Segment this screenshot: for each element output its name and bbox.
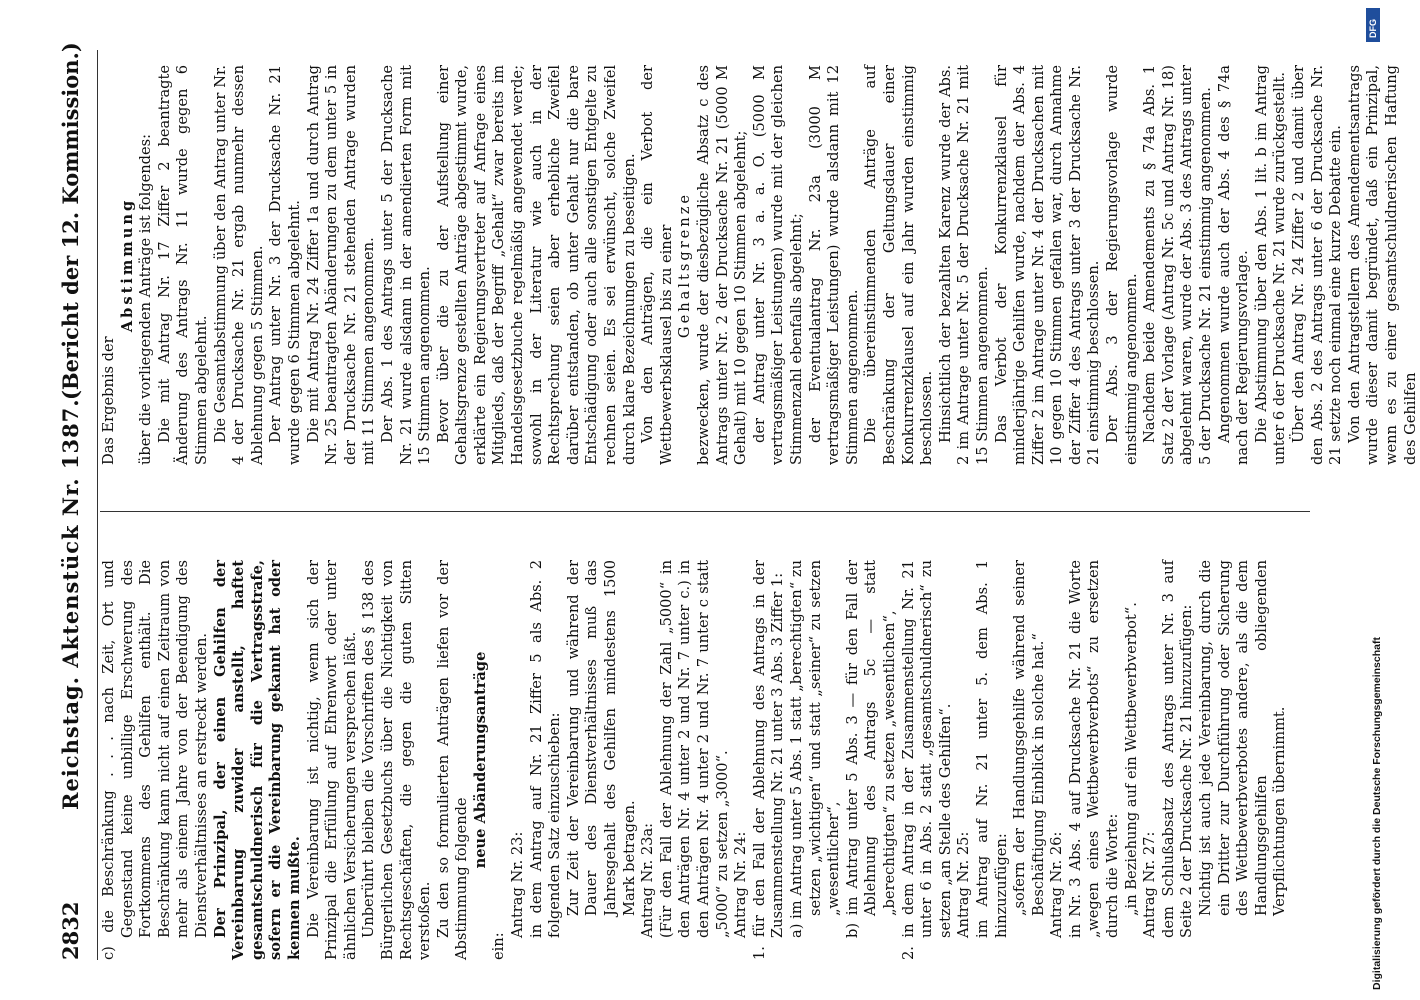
page-number: 2832 [58,901,83,960]
paragraph: Antrag Nr. 24: [732,831,750,938]
page-title: Reichstag. Aktenstück Nr. 1387. [58,398,83,810]
paragraph: Antrag Nr. 23: [509,831,527,938]
paragraph: der Eventualantrag Nr. 23a (3000 M vertragsmäßiger Leistungen) wurde alsdann mit 12 Stimmen angenommen. [806,65,861,465]
paragraph: c) die Beschränkung . . . nach Zeit, Ort und Gegenstand keine unbillige Erschwerung des Fortkommens des Gehilfen enthält. Die Beschränkung kann nicht auf einen Zeitraum von mehr als einem Jahre von der Beendigung des Dienstverhältnisses an erstreckt werden. [100,560,210,960]
paragraph: Nichtig ist auch jede Vereinbarung, durch die ein Dritter zur Durchführung oder Sicherung des Wettbewerbverbotes andere, als die dem Handlungsgehilfen obliegenden Verpflichtungen übernimmt. [1197,560,1289,916]
paragraph: Antrag Nr. 26: [1048,831,1066,938]
paragraph: Das Ergebnis der [100,336,117,465]
paragraph: Die Vereinbarung ist nichtig, wenn sich der Prinzipal die Erfüllung auf Ehrenwort oder unter ähnlichen Versicherungen versprechen läßt. [304,560,359,960]
paragraph: Antrag Nr. 23a: [639,822,657,938]
page-subtitle: (Bericht der 12. Kommission.) [58,42,83,400]
paragraph: Der Abs. 1 des Antrags unter 5 der Drucksache Nr. 21 wurde alsdann in der amendierten Form mit 15 Stimmen angenommen. [378,65,434,465]
digitization-credit: Digitalisierung gefördert durch die Deutsche Forschungsgemeinschaft [1371,637,1383,990]
paragraph: a) im Antrag unter 5 Abs. 1 statt „berechtigten“ zu setzen „wichtigen“ und statt „seiner“ zu setzen „wesentlicher“, [787,560,843,938]
paragraph: Gehaltsgrenze [676,191,694,339]
paragraph: Nachdem beide Amendements zu § 74a Abs. 1 Satz 2 der Vorlage (Antrag Nr. 5c und Antrag Nr. 18) abgelehnt waren, wurde der Abs. 3 des Antrags unter 5 der Drucksache Nr. 21 einstimmig angenommen. [1141,65,1215,465]
paragraph: Von den Antragstellern des Amendementsantrags wurde dieser damit begründet, daß ein Prinzipal, wenn es zu einer gesamtschuldnerischen Haftung des Gehilfen [1345,65,1419,465]
paragraph: Hinsichtlich der bezahlten Karenz wurde der Abs. 2 im Antrage unter Nr. 5 der Drucksache Nr. 21 mit 15 Stimmen angenommen. [936,65,991,465]
paragraph: Das Verbot der Konkurrenzklausel für minderjährige Gehilfen wurde, nachdem der Abs. 4 Ziffer 2 im Antrage unter Nr. 4 der Drucksachen mit 10 gegen 10 Stimmen gefallen war, durch Annahme der Ziffer 4 des Antrags unter 3 der Drucksache Nr. 21 einstimmig beschlossen. [992,65,1103,465]
paragraph: Die übereinstimmenden Anträge auf Beschränkung der Geltungsdauer einer Konkurrenzklausel auf ein Jahr wurden einstimmig beschlossen. [862,65,936,465]
dfg-logo: DFG [1366,8,1380,42]
paragraph: 1. für den Fall der Ablehnung des Antrags in der Zusammenstellung Nr. 21 unter 3 Abs. 3 Ziffer 1: [750,560,787,960]
paragraph: Bevor über die zu der Aufstellung einer Gehaltsgrenze gestellten Anträge abgestimmt wurde, erklärte ein Regierungsvertreter auf Anfrage eines Mitglieds, daß der Begriff „Gehalt“ zwar bereits im Handelsgesetzbuche regelmäßig angewendet werde; sowohl in der Literatur wie auch in der Rechtsprechung seien aber erhebliche Zweifel darüber entstanden, ob unter Gehalt nur die bare Entschädigung oder auch alle sonstigen Entgelte zu rechnen seien. Es sei erwünscht, solche Zweifel durch klare Bezeichnungen zu beseitigen. [434,65,638,465]
left-column [100,560,1290,960]
paragraph: Zu den so formulierten Anträgen liefen vor der Abstimmung folgende [434,560,471,960]
paragraph: b) im Antrag unter 5 Abs. 3 — für den Fall der Ablehnung des Antrags 5c — statt „berechtigten“ zu setzen „wesentlichen“, [843,560,898,938]
right-column [100,65,1420,465]
paragraph: (Für den Fall der Ablehnung der Zahl „5000“ in den Anträgen Nr. 4 unter 2 und Nr. 7 unter c.) in den Anträgen Nr. 4 unter 2 und Nr. 7 unter c statt „5000“ zu setzen „3000“. [657,560,731,938]
paragraph: Abstimmung [118,197,136,333]
paragraph: in Nr. 3 Abs. 4 auf Drucksache Nr. 21 die Worte „wegen eines Wettbewerbverbots“ zu ersetzen durch die Worte: [1066,560,1122,938]
paragraph: in dem Antrag auf Nr. 21 Ziffer 5 als Abs. 2 folgenden Satz einzuschieben: [527,560,564,938]
paragraph: dem Schlußabsatz des Antrags unter Nr. 3 auf Seite 2 der Drucksache Nr. 21 hinzuzufügen: [1159,560,1196,938]
paragraph: 2. in dem Antrag in der Zusammenstellung Nr. 21 unter 6 in Abs. 2 statt „gesamtschuldnerisch“ zu setzen „an Stelle des Gehilfen“. [899,560,954,960]
paragraph: Die mit Antrag Nr. 17 Ziffer 2 beantragte Änderung des Antrags Nr. 11 wurde gegen 6 Stimmen abgelehnt. [155,65,210,465]
paragraph: Über den Antrag Nr. 24 Ziffer 2 und damit über den Abs. 2 des Antrags unter 6 der Drucksache Nr. 21 setzte noch einmal eine kurze Debatte ein. [1290,65,1345,465]
paragraph: Der Prinzipal, der einen Gehilfen der Vereinbarung zuwider anstellt, haftet gesamtschuldnerisch für die Vertragsstrafe, sofern er die Vereinbarung gekannt hat oder kennen mußte. [211,560,303,960]
header-rule [97,50,98,960]
column-divider [100,511,1310,512]
paragraph: der Antrag unter Nr. 3 a. a. O. (5000 M vertragsmäßiger Leistungen) wurde mit der gleichen Stimmenzahl ebenfalls abgelehnt; [750,65,805,465]
paragraph: ein: [490,932,508,960]
paragraph: Angenommen wurde auch der Abs. 4 des § 74a nach der Regierungsvorlage. [1215,65,1252,465]
paragraph: „in Beziehung auf ein Wettbewerbverbot“. [1122,602,1140,916]
page-header [58,40,94,960]
paragraph: Antrag Nr. 27: [1141,831,1159,938]
paragraph: Von den Anträgen, die ein Verbot der Wettbewerbsklausel bis zu einer [639,65,675,465]
paragraph: Antrag Nr. 25: [955,831,973,938]
paragraph: „sofern der Handlungsgehilfe während seiner Beschäftigung Einblick in solche hat.“ [1011,560,1047,916]
paragraph: Die Gesamtabstimmung über den Antrag unter Nr. 4 der Drucksache Nr. 21 ergab nunmehr dessen Ablehnung gegen 5 Stimmen. [211,65,266,465]
paragraph: neue Abänderungsanträge [471,651,489,869]
paragraph: Unberührt bleiben die Vorschriften des § 138 des Bürgerlichen Gesetzbuchs über die Nichtigkeit von Rechtsgeschäften, die gegen die guten Sitten verstoßen. [360,560,434,960]
paragraph: Zur Zeit der Vereinbarung und während der Dauer des Dienstverhältnisses muß das Jahresgehalt des Gehilfen mindestens 1500 Mark betragen. [564,560,638,916]
paragraph: Der Antrag unter Nr. 3 der Drucksache Nr. 21 wurde gegen 6 Stimmen abgelehnt. [267,65,303,465]
paragraph: Die Abstimmung über den Abs. 1 lit. b im Antrag unter 6 der Drucksache Nr. 21 wurde zurückgestellt. [1252,65,1289,465]
paragraph: bezwecken, wurde der diesbezügliche Absatz c des Antrags unter Nr. 2 der Drucksache Nr. 21 (5000 M Gehalt) mit 10 gegen 10 Stimmen abgelehnt; [695,65,750,465]
paragraph: Der Abs. 3 der Regierungsvorlage wurde einstimmig angenommen. [1104,65,1140,465]
paragraph: Die mit Antrag Nr. 24 Ziffer 1a und durch Antrag Nr. 25 beantragten Abänderungen zu dem unter 5 in der Drucksache Nr. 21 stehenden Antrage wurden mit 11 Stimmen angenommen. [304,65,378,465]
paragraph: über die vorliegenden Anträge ist folgendes: [137,133,155,465]
paragraph: im Antrag auf Nr. 21 unter 5. dem Abs. 1 hinzuzufügen: [973,560,1010,938]
